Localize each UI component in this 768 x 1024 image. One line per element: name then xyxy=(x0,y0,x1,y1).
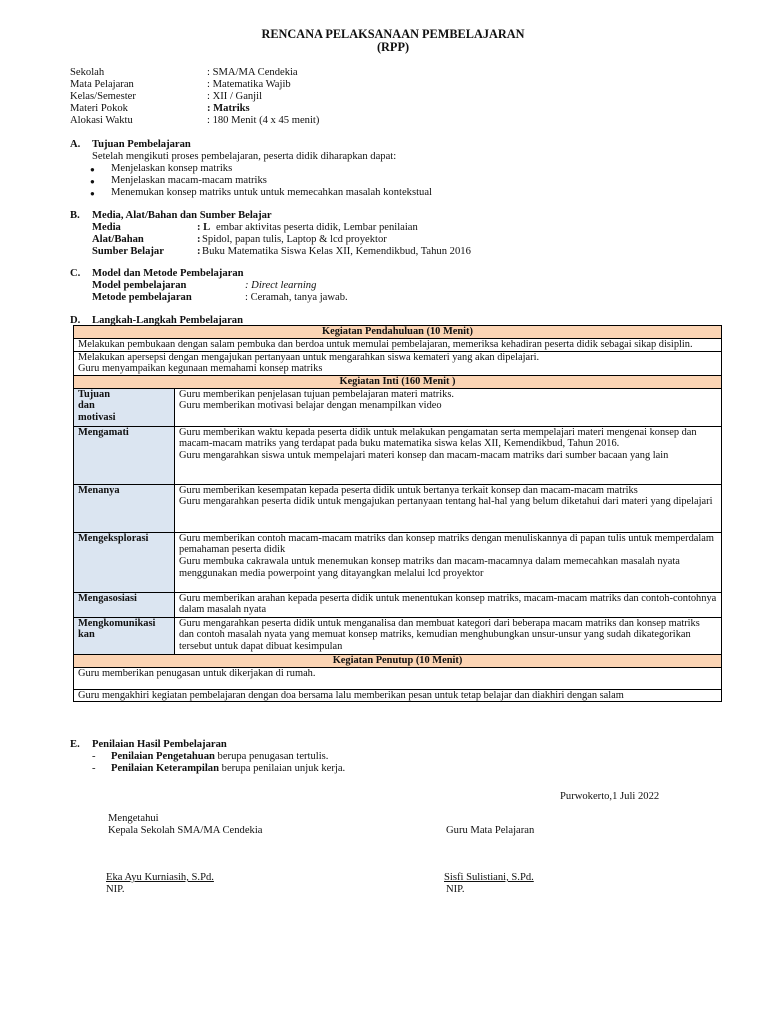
section-heading: Model dan Metode Pembelajaran xyxy=(92,268,244,279)
inti-header: Kegiatan Inti (160 Menit ) xyxy=(74,375,722,388)
identity-value: : XII / Ganjil xyxy=(207,91,263,102)
right-role: Guru Mata Pelajaran xyxy=(446,825,535,836)
model-value: : Direct learning xyxy=(245,280,317,291)
item-bold: Penilaian Pengetahuan xyxy=(111,751,215,762)
identity-value: : Matematika Wajib xyxy=(207,79,291,90)
step-label: Mengamati xyxy=(74,426,175,484)
media-label: Alat/Bahan xyxy=(92,234,144,245)
step-line: Guru memberikan penjelasan tujuan pembelajaran materi matriks. xyxy=(179,388,454,400)
step-content xyxy=(175,388,722,426)
step-line: Guru memberikan arahan kepada peserta didik untuk menentukan konsep matriks, macam-macam matriks dan contoh-contohnya dalam masalah nyata xyxy=(179,592,717,616)
cell-text: Melakukan pembukaan dengan salam pembuka dan berdoa untuk memulai pembelajaran, memeriksa kehadiran peserta didik sebagai sikap disiplin. xyxy=(78,339,693,350)
identity-label: Sekolah xyxy=(70,67,105,78)
cell-text: Melakukan apersepsi dengan mengajukan pertanyaan untuk mengarahkan siswa kemateri yang akan dipelajari. xyxy=(78,351,540,363)
cell-text: Guru menyampaikan kegunaan memahami konsep matriks xyxy=(78,363,323,375)
section-heading: Media, Alat/Bahan dan Sumber Belajar xyxy=(92,210,272,221)
document-subtitle: (RPP) xyxy=(376,40,410,54)
media-label: Media xyxy=(92,222,121,233)
model-label: Model pembelajaran xyxy=(92,280,187,291)
item-rest: berupa penugasan tertulis. xyxy=(214,751,329,762)
list-item: Menjelaskan konsep matriks xyxy=(111,163,233,174)
right-signer-name: Sisfi Sulistiani, S.Pd. xyxy=(444,872,534,883)
identity-label: Materi Pokok xyxy=(70,103,128,114)
step-content xyxy=(175,592,722,617)
cell-text: Guru memberikan penugasan untuk dikerjakan di rumah. xyxy=(78,667,316,679)
section-letter: D. xyxy=(70,315,81,326)
step-line: Guru memberikan kesempatan kepada peserta didik untuk bertanya terkait konsep dan macam-macam matriks xyxy=(179,484,638,496)
list-item xyxy=(111,751,328,763)
list-item: Menemukan konsep matriks untuk untuk memecahkan masalah kontekstual xyxy=(111,187,432,198)
step-label: Tujuan dan motivasi xyxy=(74,388,175,426)
item-rest: berupa penilaian unjuk kerja. xyxy=(219,763,346,774)
identity-label: Alokasi Waktu xyxy=(70,115,133,126)
identity-value: : Matriks xyxy=(207,103,250,114)
bullet-icon: ● xyxy=(90,177,95,186)
media-colon: : xyxy=(197,246,201,257)
step-line: Guru mengarahkan peserta didik untuk menganalisa dan membuat kategori dari beberapa macam matriks dan konsep matriks dan contoh masalah nyata yang memuat konsep matriks, kemudian menghubungkan unsur-unsur yang sudah dikategorikan tersebut untuk dapat dibuat kesimpulan xyxy=(179,617,700,652)
left-nip: NIP. xyxy=(106,884,125,895)
left-signer-name: Eka Ayu Kurniasih, S.Pd. xyxy=(106,872,214,883)
step-label: Mengkomunikasi kan xyxy=(74,617,175,654)
method-label: Metode pembelajaran xyxy=(92,292,192,303)
section-letter: E. xyxy=(70,739,80,750)
table-row xyxy=(74,617,722,654)
table-row xyxy=(74,532,722,592)
step-content xyxy=(175,426,722,484)
identity-label: Kelas/Semester xyxy=(70,91,136,102)
section-heading: Tujuan Pembelajaran xyxy=(92,139,191,150)
step-label: Mengasosiasi xyxy=(74,592,175,617)
mengetahui-label: Mengetahui xyxy=(108,813,159,824)
step-label: Menanya xyxy=(74,484,175,532)
dash-icon: - xyxy=(92,763,96,774)
media-value: Spidol, papan tulis, Laptop & lcd proyektor xyxy=(202,234,387,245)
table-row xyxy=(74,388,722,426)
left-role: Kepala Sekolah SMA/MA Cendekia xyxy=(108,825,263,836)
step-line: Guru membuka cakrawala untuk menemukan konsep matriks dan macam-macamnya dalam memecahkan masalah nyata menggunakan media powerpoint yang ditayangkan melalui lcd proyektor xyxy=(179,555,680,579)
section-heading: Penilaian Hasil Pembelajaran xyxy=(92,739,227,750)
media-value: embar aktivitas peserta didik, Lembar penilaian xyxy=(216,222,418,233)
table-row xyxy=(74,351,722,375)
place-date: Purwokerto,1 Juli 2022 xyxy=(560,791,660,802)
table-row xyxy=(74,339,722,352)
document-title: RENCANA PELAKSANAAN PEMBELAJARAN xyxy=(261,27,525,41)
media-label: Sumber Belajar xyxy=(92,246,164,257)
method-value: : Ceramah, tanya jawab. xyxy=(245,292,348,303)
step-content xyxy=(175,484,722,532)
step-line: Guru mengarahkan siswa untuk mempelajari materi konsep dan macam-macam matriks dari sumber bacaan yang lain xyxy=(179,449,669,461)
media-colon: : L xyxy=(197,222,211,233)
step-line: Guru memberikan motivasi belajar dengan menampilkan video xyxy=(179,400,442,412)
table-row xyxy=(74,689,722,702)
section-letter: C. xyxy=(70,268,81,279)
section-heading: Langkah-Langkah Pembelajaran xyxy=(92,315,243,326)
penutup-header: Kegiatan Penutup (10 Menit) xyxy=(74,654,722,667)
section-letter: B. xyxy=(70,210,80,221)
step-label: Mengeksplorasi xyxy=(74,532,175,592)
pendahuluan-header: Kegiatan Pendahuluan (10 Menit) xyxy=(74,326,722,339)
cell-text: Guru mengakhiri kegiatan pembelajaran dengan doa bersama lalu memberikan pesan untuk tetap belajar dan diakhiri dengan salam xyxy=(78,689,624,701)
identity-value: : 180 Menit (4 x 45 menit) xyxy=(207,115,320,126)
step-line: Guru memberikan waktu kepada peserta didik untuk melakukan pengamatan serta mempelajari materi mengenai konsep dan macam-macam matriks yang terdapat pada buku matematika siswa kelas XII, Kemendikbud, Tahun 2016. xyxy=(179,426,697,450)
bullet-icon: ● xyxy=(90,189,95,198)
table-row xyxy=(74,667,722,689)
step-content xyxy=(175,532,722,592)
identity-value: : SMA/MA Cendekia xyxy=(207,67,298,78)
step-line: Guru memberikan contoh macam-macam matriks dan konsep matriks dengan menuliskannya di papan tulis untuk memperdalam pemahaman peserta didik xyxy=(179,532,714,556)
table-row xyxy=(74,592,722,617)
bullet-icon: ● xyxy=(90,165,95,174)
media-value: Buku Matematika Siswa Kelas XII, Kemendikbud, Tahun 2016 xyxy=(202,246,471,257)
section-letter: A. xyxy=(70,139,81,150)
list-item xyxy=(111,763,345,775)
item-bold: Penilaian Keterampilan xyxy=(111,763,219,774)
table-row xyxy=(74,484,722,532)
dash-icon: - xyxy=(92,751,96,762)
langkah-table xyxy=(73,325,722,702)
table-row xyxy=(74,426,722,484)
step-line: Guru mengarahkan peserta didik untuk mengajukan pertanyaan tentang hal-hal yang belum diketahui dari materi yang dipelajari xyxy=(179,496,713,508)
step-content xyxy=(175,617,722,654)
media-colon: : xyxy=(197,234,201,245)
section-intro: Setelah mengikuti proses pembelajaran, peserta didik diharapkan dapat: xyxy=(92,151,397,162)
list-item: Menjelaskan macam-macam matriks xyxy=(111,175,267,186)
identity-label: Mata Pelajaran xyxy=(70,79,134,90)
right-nip: NIP. xyxy=(446,884,465,895)
